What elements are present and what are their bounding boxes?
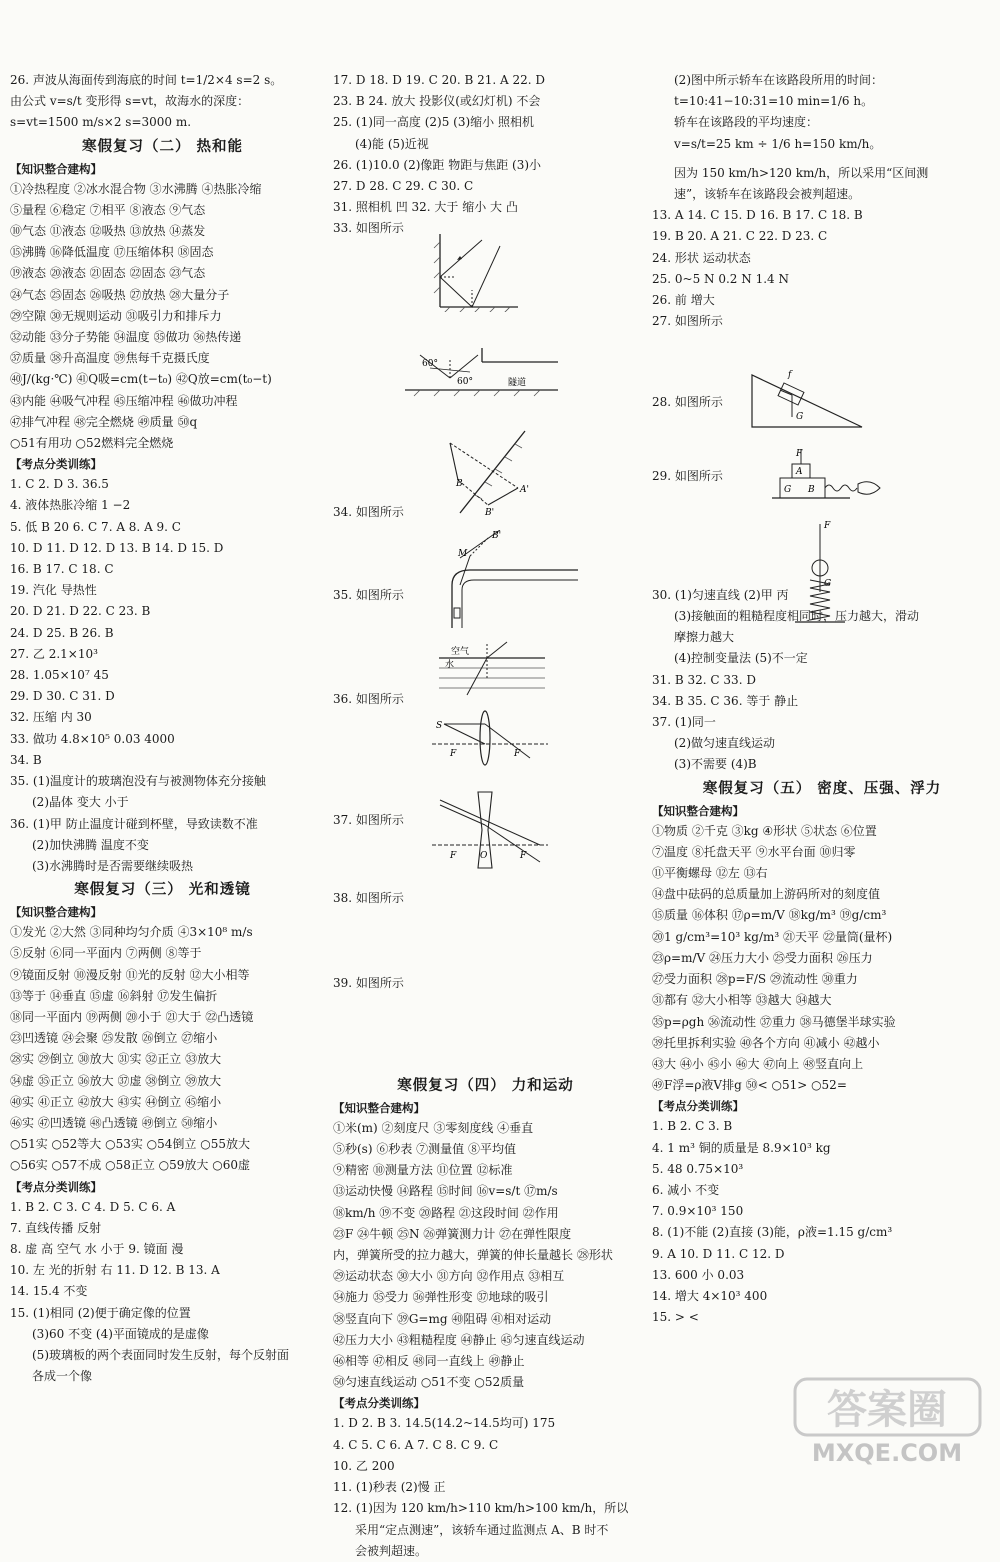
answer-line: 15. > < <box>652 1310 699 1325</box>
answer-line: 因为 150 km/h>120 km/h，所以采用“区间测 <box>674 165 929 180</box>
answer-line: 33. 如图所示 <box>333 221 404 236</box>
friction-label: f <box>788 370 792 380</box>
answer-line: 29. D 30. C 31. D <box>10 689 115 704</box>
answer-line: 27. 乙 2.1×10³ <box>10 646 98 661</box>
answer-line: ⑬运动快慢 ⑭路程 ⑮时间 ⑯v=s/t ⑰m/s <box>333 1184 558 1199</box>
answer-line: 6. 减小 不变 <box>652 1182 720 1197</box>
section-subtitle: 【考点分类训练】 <box>10 1179 102 1194</box>
focus-label: F <box>520 851 527 861</box>
answer-line: 摩擦力越大 <box>674 630 735 645</box>
answer-line: ㉓ρ=m/V ㉔压力大小 ㉕受力面积 ㉖压力 <box>652 950 873 965</box>
answer-line: ㊵J/(kg·℃) ㊶Q吸=cm(t−t₀) ㊷Q放=cm(t₀−t) <box>10 372 272 387</box>
answer-line: 17. D 18. D 19. C 20. B 21. A 22. D <box>333 73 545 87</box>
answer-line: 31. B 32. C 33. D <box>652 672 756 687</box>
force-label: F <box>824 521 831 531</box>
column-right <box>652 70 992 1328</box>
answer-line: (3)60 不变 (4)平面镜成的是虚像 <box>32 1326 209 1341</box>
section-title: 寒假复习（四） 力和运动 <box>397 1077 574 1094</box>
answer-line: 27. 如图所示 <box>652 314 723 329</box>
block-A-label: A <box>796 467 803 477</box>
answer-line: ⑦温度 ⑧托盘天平 ⑨水平台面 ⑩归零 <box>652 844 856 859</box>
section-subtitle: 【考点分类训练】 <box>652 1099 744 1114</box>
answer-line: 4. 液体热胀冷缩 1 −2 <box>10 498 131 513</box>
section-subtitle: 【知识整合建构】 <box>10 161 102 176</box>
answer-line: 10. 乙 200 <box>333 1458 395 1473</box>
point-B-prime: B' <box>492 531 502 541</box>
answer-line: 4. C 5. C 6. A 7. C 8. C 9. C <box>333 1437 499 1452</box>
answer-line: 5. 低 B 20 6. C 7. A 8. A 9. C <box>10 519 181 534</box>
answer-line: 会被判超速。 <box>355 1543 428 1558</box>
answer-line: (3)水沸腾时是否需要继续吸热 <box>32 858 193 873</box>
section-subtitle: 【知识整合建构】 <box>333 1100 425 1115</box>
answer-line: 13. 600 小 0.03 <box>652 1267 745 1282</box>
answer-line: ㊵实 ㊶正立 ㊷放大 ㊸实 ㊹倒立 ㊺缩小 <box>10 1094 222 1109</box>
answer-line: ㉔气态 ㉕固态 ㉖吸热 ㉗放热 ㉘大量分子 <box>10 287 230 302</box>
figure-28-blocks <box>770 446 890 501</box>
answer-line: 29. 如图所示 <box>652 468 723 483</box>
answer-line: ㊻相等 ㊼相反 ㊽同一直线上 ㊾静止 <box>333 1354 525 1369</box>
answer-line: ○51有用功 ○52燃料完全燃烧 <box>10 436 174 451</box>
figure-34-tunnel-reflection <box>400 340 560 410</box>
answer-line: 26. 前 增大 <box>652 293 715 308</box>
answer-line: 15. (1)相同 (2)便于确定像的位置 <box>10 1305 191 1320</box>
answer-line: 8. 虚 高 空气 水 小于 9. 镜面 漫 <box>10 1241 184 1256</box>
answer-line: ㉘实 ㉙倒立 ㉚放大 ㉛实 ㉜正立 ㉝放大 <box>10 1052 222 1067</box>
answer-line: s=vt=1500 m/s×2 s=3000 m. <box>10 115 192 130</box>
answer-line: 速”，该轿车在该路段会被判超速。 <box>674 187 861 202</box>
section-title: 寒假复习（二） 热和能 <box>81 138 244 155</box>
answer-line: 25. (1)同一高度 (2)5 (3)缩小 照相机 <box>333 115 534 130</box>
answer-line: ㊷压力大小 ㊸粗糙程度 ㊹静止 ㊺匀速直线运动 <box>333 1332 585 1347</box>
section-title: 寒假复习（三） 光和透镜 <box>74 882 251 899</box>
point-S: S <box>436 721 443 731</box>
answer-line: 10. 左 光的折射 右 11. D 12. B 13. A <box>10 1263 220 1278</box>
answer-line: ㊸内能 ㊹吸气冲程 ㊺压缩冲程 ㊻做功冲程 <box>10 393 238 408</box>
answer-line: 38. 如图所示 <box>333 891 404 906</box>
angle-label: 60° <box>422 359 438 369</box>
focus-label: F <box>450 749 457 759</box>
answer-line: ⑮沸腾 ⑯降低温度 ⑰压缩体积 ⑱固态 <box>10 245 214 260</box>
answer-line: 35. 如图所示 <box>333 587 404 602</box>
answer-line: ㉛都有 ㉜大小相等 ㉝越大 ㉞越大 <box>652 993 832 1008</box>
answer-line: (4)能 (5)近视 <box>355 136 429 151</box>
answer-line: 36. (1)甲 防止温度计碰到杯壁，导致读数不准 <box>10 816 258 831</box>
answer-line: 12. (1)因为 120 km/h>110 km/h>100 km/h，所以 <box>333 1501 629 1516</box>
answer-line: 27. D 28. C 29. C 30. C <box>333 179 474 194</box>
answer-line: 36. 如图所示 <box>333 692 404 707</box>
answer-line: ㊴托里拆利实验 ㊵各个方向 ㊶减小 ㊷越小 <box>652 1035 880 1050</box>
answer-line: 31. 照相机 凹 32. 大于 缩小 大 凸 <box>333 200 518 215</box>
tunnel-label: 隧道 <box>508 378 527 388</box>
watermark-logo <box>787 1375 992 1467</box>
figure-space <box>652 155 992 163</box>
angle-label: 60° <box>457 377 473 387</box>
answer-line: ㉓凹透镜 ㉔会聚 ㉕发散 ㉖倒立 ㉗缩小 <box>10 1031 218 1046</box>
section-subtitle: 【知识整合建构】 <box>10 905 102 920</box>
answer-line: 34. 如图所示 <box>333 504 404 519</box>
answer-line: 内，弹簧所受的拉力越大，弹簧的伸长量越长 ㉘形状 <box>333 1248 613 1263</box>
answer-line: ○56实 ○57不成 ○58正立 ○59放大 ○60虚 <box>10 1158 250 1173</box>
section-subtitle: 【考点分类训练】 <box>333 1396 425 1411</box>
answer-line: 25. 0~5 N 0.2 N 1.4 N <box>652 271 789 286</box>
answer-line: ①发光 ②大然 ③同种均匀介质 ④3×10⁸ m/s <box>10 925 253 940</box>
answer-line: v=s/t=25 km ÷ 1/6 h=150 km/h。 <box>674 136 882 151</box>
answer-line: (4)控制变量法 (5)不一定 <box>674 651 808 666</box>
answer-line: 10. D 11. D 12. D 13. B 14. D 15. D <box>10 540 224 555</box>
focus-label: F <box>514 749 521 759</box>
answer-line: 轿车在该路段的平均速度： <box>674 115 819 130</box>
answer-line: 由公式 v=s/t 变形得 s=vt，故海水的深度： <box>10 94 250 109</box>
answer-line: ⑩气态 ⑪液态 ⑫吸热 ⑬放热 ⑭蒸发 <box>10 224 206 239</box>
point-B: B <box>456 479 463 489</box>
answer-line: 14. 增大 4×10³ 400 <box>652 1288 768 1303</box>
block-B-label: B <box>808 485 815 495</box>
figure-29-spring-ball <box>790 520 850 625</box>
answer-line: ⑮质量 ⑯体积 ⑰ρ=m/V ⑱kg/m³ ⑲g/cm³ <box>652 908 887 923</box>
answer-line: 16. B 17. C 18. C <box>10 562 114 577</box>
answer-line: ㉞施力 ㉟受力 ㊱弹性形变 ㊲地球的吸引 <box>333 1290 549 1305</box>
answer-line: ⑲液态 ⑳液态 ㉑固态 ㉒固态 ㉓气态 <box>10 266 206 281</box>
answer-line: 1. B 2. C 3. B <box>652 1119 733 1134</box>
answer-line: ⑤秒(s) ⑥秒表 ⑦测量值 ⑧平均值 <box>333 1142 516 1157</box>
answer-line: (2)做匀速直线运动 <box>674 736 775 751</box>
answer-line: 19. 汽化 导热性 <box>10 583 97 598</box>
answer-line: 11. (1)秒表 (2)慢 正 <box>333 1480 446 1495</box>
answer-line: (2)图中所示轿车在该路段所用的时间： <box>674 73 883 87</box>
answer-line: ㊲质量 ㊳升高温度 ㊴焦每千克摄氏度 <box>10 351 210 366</box>
answer-line: ㊼排气冲程 ㊽完全燃烧 ㊾质量 ㊿q <box>10 414 198 429</box>
answer-line: 26. (1)10.0 (2)像距 物距与焦距 (3)小 <box>333 157 542 172</box>
figure-35-plane-mirror <box>430 428 540 518</box>
answer-line: 30. (1)匀速直线 (2)甲 丙 <box>652 587 789 602</box>
figure-27-incline <box>750 365 865 430</box>
answer-line: ㊻实 ㊼凹透镜 ㊽凸透镜 ㊾倒立 ㊿缩小 <box>10 1115 218 1130</box>
figure-39-concave-lens <box>430 790 550 870</box>
answer-line: ⑱km/h ⑲不变 ⑳路程 ㉑这段时间 ㉒作用 <box>333 1205 559 1220</box>
answer-line: ⑱同一平面内 ⑲两侧 ⑳小于 ㉑大于 ㉒凸透镜 <box>10 1009 254 1024</box>
answer-line: (3)不需要 (4)B <box>674 757 757 772</box>
answer-line: ⑪平衡螺母 ⑫左 ⑬右 <box>652 866 768 881</box>
answer-line: ⑤量程 ⑥稳定 ⑦相平 ⑧液态 ⑨气态 <box>10 202 206 217</box>
answer-line: 13. A 14. C 15. D 16. B 17. C 18. B <box>652 208 863 223</box>
gravity-label: G <box>824 579 832 589</box>
answer-line: 1. B 2. C 3. C 4. D 5. C 6. A <box>10 1199 176 1214</box>
answer-line: ①米(m) ②刻度尺 ③零刻度线 ④垂直 <box>333 1120 534 1135</box>
figure-38-convex-lens <box>430 708 550 768</box>
point-A-prime: A' <box>520 485 529 495</box>
point-B-prime: B' <box>485 508 495 518</box>
force-label: F <box>796 449 803 459</box>
watermark-url: MXQE.COM <box>811 1439 963 1467</box>
answer-line: 34. B 35. C 36. 等于 静止 <box>652 693 799 708</box>
answer-line: ㉙运动状态 ㉚大小 ㉛方向 ㉜作用点 ㉝相互 <box>333 1269 565 1284</box>
answer-line: 7. 0.9×10³ 150 <box>652 1204 744 1219</box>
answer-line: 8. (1)不能 (2)直接 (3)能，ρ液=1.15 g/cm³ <box>652 1225 893 1240</box>
answer-line: 5. 48 0.75×10³ <box>652 1161 744 1176</box>
answer-line: 35. (1)温度计的玻璃泡没有与被测物体充分接触 <box>10 774 266 789</box>
answer-line: ㉓F ㉔牛顿 ㉕N ㉖弹簧测力计 ㉗在弹性限度 <box>333 1226 572 1241</box>
answer-line: 1. C 2. D 3. 36.5 <box>10 477 109 492</box>
answer-line: 24. D 25. B 26. B <box>10 625 114 640</box>
water-label: 水 <box>445 660 455 670</box>
answer-line: ①物质 ②千克 ③kg ④形状 ⑤状态 ⑥位置 <box>652 823 877 838</box>
answer-line: ㊾F浮=ρ液V排g ㊿< ○51> ○52= <box>652 1078 847 1093</box>
answer-line: (2)晶体 变大 小于 <box>32 795 129 810</box>
gravity-label: G <box>784 485 792 495</box>
answer-line: 32. 压缩 内 30 <box>10 710 92 725</box>
answer-line: ㊸大 ㊹小 ㊺小 ㊻大 ㊼向上 ㊽竖直向上 <box>652 1056 864 1071</box>
section-subtitle: 【考点分类训练】 <box>10 457 102 472</box>
section-subtitle: 【知识整合建构】 <box>652 803 744 818</box>
answer-line: 33. 做功 4.8×10⁵ 0.03 4000 <box>10 731 175 746</box>
answer-line: 19. B 20. A 21. C 22. D 23. C <box>652 229 828 244</box>
gravity-label: G <box>796 412 804 422</box>
answer-line: 1. D 2. B 3. 14.5(14.2~14.5均可) 175 <box>333 1416 556 1431</box>
answer-line: ㉞虚 ㉟正立 ㊱放大 ㊲虚 ㊳倒立 ㊴放大 <box>10 1073 222 1088</box>
answer-line: 37. (1)同一 <box>652 715 716 730</box>
answer-line: (2)加快沸腾 温度不变 <box>32 837 149 852</box>
answer-line: 23. B 24. 放大 投影仪(或幻灯机) 不会 <box>333 94 541 109</box>
answer-line: (5)玻璃板的两个表面同时发生反射，每个反射面 <box>32 1347 289 1362</box>
answer-line: ㉟p=ρgh ㊱流动性 ㊲重力 ㊳马德堡半球实验 <box>652 1014 896 1029</box>
answer-line: 4. 1 m³ 铜的质量是 8.9×10³ kg <box>652 1140 831 1155</box>
answer-line: ㉗受力面积 ㉘p=F/S ㉙流动性 ㉚重力 <box>652 972 858 987</box>
focus-label: F <box>450 851 457 861</box>
column-left <box>10 70 315 1387</box>
answer-line: 20. D 21. D 22. C 23. B <box>10 604 151 619</box>
answer-line: 各成一个像 <box>32 1369 93 1384</box>
figure-37-refraction <box>437 640 547 700</box>
answer-line: 28. 1.05×10⁷ 45 <box>10 668 109 683</box>
air-label: 空气 <box>451 647 470 657</box>
answer-line: ⑨精密 ⑩测量方法 ⑪位置 ⑫标准 <box>333 1163 513 1178</box>
figure-space <box>333 994 638 1073</box>
center-label: O <box>480 851 488 861</box>
answer-line: ㊳竖直向下 ㊴G=mg ㊵阻碍 ㊶相对运动 <box>333 1311 552 1326</box>
answer-line: 9. A 10. D 11. C 12. D <box>652 1246 785 1261</box>
point-M: M <box>458 549 468 559</box>
answer-line: ㉜动能 ㉝分子势能 ㉞温度 ㉟做功 ㊱热传递 <box>10 330 242 345</box>
figure-space <box>333 910 638 973</box>
answer-line: ⑬等于 ⑭垂直 ⑮虚 ⑯斜射 ⑰发生偏折 <box>10 988 218 1003</box>
answer-line: 采用“定点测速”，该轿车通过监测点 A、B 时不 <box>355 1522 609 1537</box>
watermark-text: 答案圈 <box>827 1387 947 1433</box>
section-title: 寒假复习（五） 密度、压强、浮力 <box>702 780 942 797</box>
answer-line: ⑨镜面反射 ⑩漫反射 ⑪光的反射 ⑫大小相等 <box>10 967 250 982</box>
answer-line: ㉙空隙 ㉚无规则运动 ㉛吸引力和排斥力 <box>10 308 222 323</box>
answer-line: 14. 15.4 不变 <box>10 1284 88 1299</box>
answer-line: t=10:41−10:31=10 min=1/6 h。 <box>674 94 874 109</box>
answer-line: ○51实 ○52等大 ○53实 ○54倒立 ○55放大 <box>10 1137 250 1152</box>
answer-line: ⑭盘中砝码的总质量加上游码所对的刻度值 <box>652 887 881 902</box>
answer-line: 24. 形状 运动状态 <box>652 250 751 265</box>
answer-line: (3)接触面的粗糙程度相同时，压力越大，滑动 <box>674 609 919 624</box>
answer-line: 28. 如图所示 <box>652 395 723 410</box>
answer-line: 34. B <box>10 752 42 767</box>
answer-line: 26. 声波从海面传到海底的时间 t=1/2×4 s=2 s。 <box>10 73 283 87</box>
answer-line: 37. 如图所示 <box>333 813 404 828</box>
answer-line: 7. 直线传播 反射 <box>10 1220 102 1235</box>
answer-line: ①冷热程度 ②冰水混合物 ③水沸腾 ④热胀冷缩 <box>10 181 262 196</box>
figure-33-mirrors <box>420 232 520 312</box>
answer-line: ㊿匀速直线运动 ○51不变 ○52质量 <box>333 1375 525 1390</box>
answer-line: ⑳1 g/cm³=10³ kg/m³ ㉑天平 ㉒量筒(量杯) <box>652 929 893 944</box>
figure-36-periscope <box>440 530 580 630</box>
answer-line: ⑤反射 ⑥同一平面内 ⑦两侧 ⑧等于 <box>10 946 202 961</box>
answer-line: 39. 如图所示 <box>333 975 404 990</box>
